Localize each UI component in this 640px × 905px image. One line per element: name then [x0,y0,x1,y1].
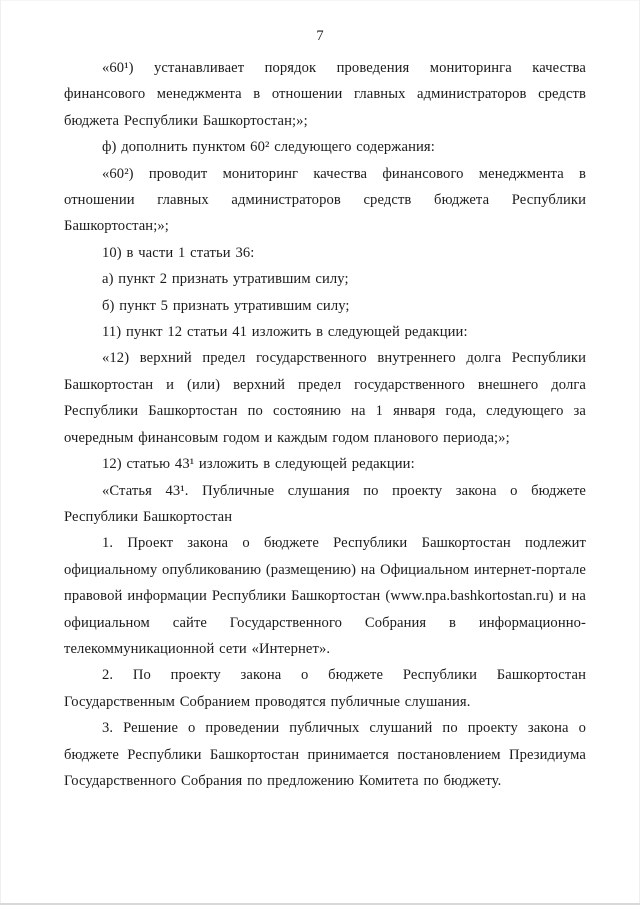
paragraph: 3. Решение о проведении публичных слушаний по проекту закона о бюджете Республики Башкортостан принимается постановлением Президиума Государственного Собрания по предложению Комитета по бюджету. [64,720,586,789]
paragraph: «60²) проводит мониторинг качества финансового менеджмента в отношении главных администраторов средств бюджета Республики Башкортостан;»; [64,165,586,235]
paragraph: «60¹) устанавливает порядок проведения мониторинга качества финансового менеджмента в отношении главных администраторов средств бюджета Республики Башкортостан;»; [64,60,586,129]
paragraph: ф) дополнить пунктом 60² следующего содержания: [102,139,435,156]
paragraph: 2. По проекту закона о бюджете Республики Башкортостан Государственным Собранием проводятся публичные слушания. [64,667,586,710]
paragraph: 10) в части 1 статьи 36: [102,244,255,261]
paragraph: а) пункт 2 признать утратившим силу; [102,271,349,288]
paragraph: «12) верхний предел государственного внутреннего долга Республики Башкортостан и (или) верхний предел государственного внешнего долга Республики Башкортостан по состоянию на 1 января года, следующего за очередным финансовым годом и каждым годом планового периода;»; [64,350,586,446]
paragraph: «Статья 43¹. Публичные слушания по проекту закона о бюджете Республики Башкортостан [64,482,586,525]
document-body [0,55,640,794]
paragraph: 11) пункт 12 статьи 41 изложить в следующей редакции: [102,324,468,341]
page-number: 7 [316,28,324,44]
paragraph: 1. Проект закона о бюджете Республики Башкортостан подлежит официальному опубликованию (размещению) на Официальном интернет-портале правовой информации Республики Башкортостан (www.npa.bashkortostan.ru) и на официальном сайте Государственного Собрания в информационно-телекоммуникационной сети «Интернет». [64,535,586,657]
paragraph: 12) статью 43¹ изложить в следующей редакции: [102,456,415,473]
paragraph: б) пункт 5 признать утратившим силу; [102,297,350,314]
